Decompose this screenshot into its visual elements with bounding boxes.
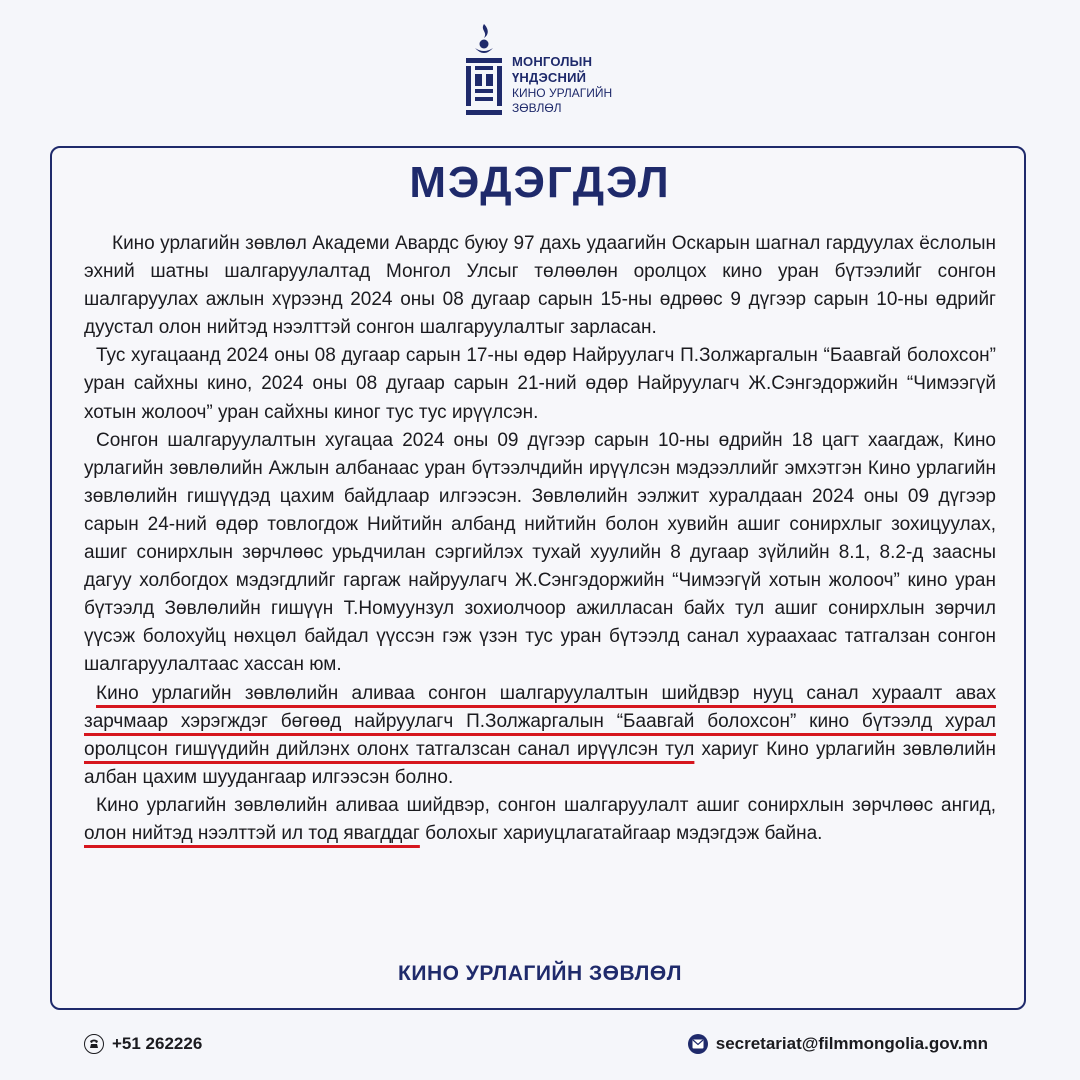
council-logo (462, 22, 632, 118)
logo-line-1: МОНГОЛЫН (512, 54, 593, 69)
paragraph-4-rest: хариуг Кино урлагийн зөвлөлийн албан цахим шуудангаар илгээсэн болно. (84, 738, 996, 788)
phone-number: +51 262226 (112, 1034, 203, 1053)
notice-body (84, 230, 996, 848)
phone-icon (84, 1034, 104, 1054)
paragraph-3: Сонгон шалгаруулалтын хугацаа 2024 оны 09 дүгээр сарын 10-ны өдрийн 18 цагт хаагдаж, Кино урлагийн зөвлөлийн Ажлын албанаас уран бүтээлчдийн ирүүлсэн мэдээллийг эмхэтгэн Кино урлагийн зөвлөлийн гишүүдэд цахим байдлаар илгээсэн. Зөвлөлийн ээлжит хуралдаан 2024 оны 09 дүгээр сарын 24-ний өдөр товлогдож Нийтийн албанд нийтийн болон хувийн ашиг сонирхлыг зохицуулах, ашиг сонирхлын зөрчлөөс урьдчилан сэргийлэх тухай хуулийн 8 дугаар зүйлийн 8.1, 8.2-д заасны дагуу холбогдох мэдэгдлийг гаргаж найруулагч Ж.Сэнгэдоржийн “Чимээгүй хотын жолооч” кино уран бүтээлд Зөвлөлийн гишүүн Т.Номуунзул зохиолчоор ажилласан байх тул ашиг сонирхлын зөрчил үүсэж болохуйц нөхцөл байдал үүссэн гэж үзэн тус уран бүтээлд санал хураахаас татгалзан сонгон шалгаруулалтаас хассан юм. (84, 429, 996, 676)
signature: КИНО УРЛАГИЙН ЗӨВЛӨЛ (398, 962, 682, 985)
paragraph-1: Кино урлагийн зөвлөл Академи Авардс буюу 97 дахь удаагийн Оскарын шагнал гардуулах ёслолын эхний шатны шалгаруулалтад Монгол Улсыг төлөөлөн оролцох кино уран бүтээлийг сонгон шалгаруулах ажлын хүрээнд 2024 оны 08 дугаар сарын 15-ны өдрөөс 9 дүгээр сарын 10-ны өдрийг дуустал олон нийтэд нээлттэй сонгон шалгаруулалтыг зарласан. (84, 233, 996, 339)
soyombo-emblem-icon (462, 22, 506, 118)
highlighted-phrase: олон нийтэд нээлттэй ил тод явагддаг (84, 822, 420, 844)
footer-email (688, 1033, 988, 1055)
highlighted-statement: Кино урлагийн зөвлөлийн аливаа сонгон шалгаруулалтын шийдвэр нууц санал хураалт авах зарчмаар хэрэгждэг бөгөөд найруулагч П.Золжаргалын “Баавгай болохсон” кино бүтээлд хурал оролцсон гишүүдийн дийлэнх олонх татгалзсан санал ирүүлсэн тул (84, 682, 996, 760)
logo-line-4: ЗӨВЛӨЛ (512, 101, 562, 115)
paragraph-2: Тус хугацаанд 2024 оны 08 дугаар сарын 17-ны өдөр Найруулагч П.Золжаргалын “Баавгай болохсон” уран сайхны кино, 2024 оны 08 дугаар сарын 21-ний өдөр Найруулагч Ж.Сэнгэдоржийн “Чимээгүй хотын жолооч” уран сайхны киног тус тус ирүүлсэн. (84, 345, 996, 423)
paragraph-5 (84, 792, 996, 848)
paragraph-5-before: Кино урлагийн зөвлөлийн аливаа шийдвэр, сонгон шалгаруулалт ашиг сонирхлын зөрчлөөс ангид, (96, 794, 996, 816)
logo-line-3: КИНО УРЛАГИЙН (512, 86, 613, 100)
notice-title: МЭДЭГДЭЛ (409, 158, 671, 207)
envelope-icon (688, 1034, 708, 1054)
logo-line-2: ҮНДЭСНИЙ (512, 70, 587, 85)
footer-phone (84, 1033, 202, 1055)
paragraph-4 (84, 680, 996, 792)
paragraph-5-after: болохыг хариуцлагатайгаар мэдэгдэж байна. (419, 822, 823, 844)
email-address[interactable]: secretariat@filmmongolia.gov.mn (715, 1034, 988, 1053)
